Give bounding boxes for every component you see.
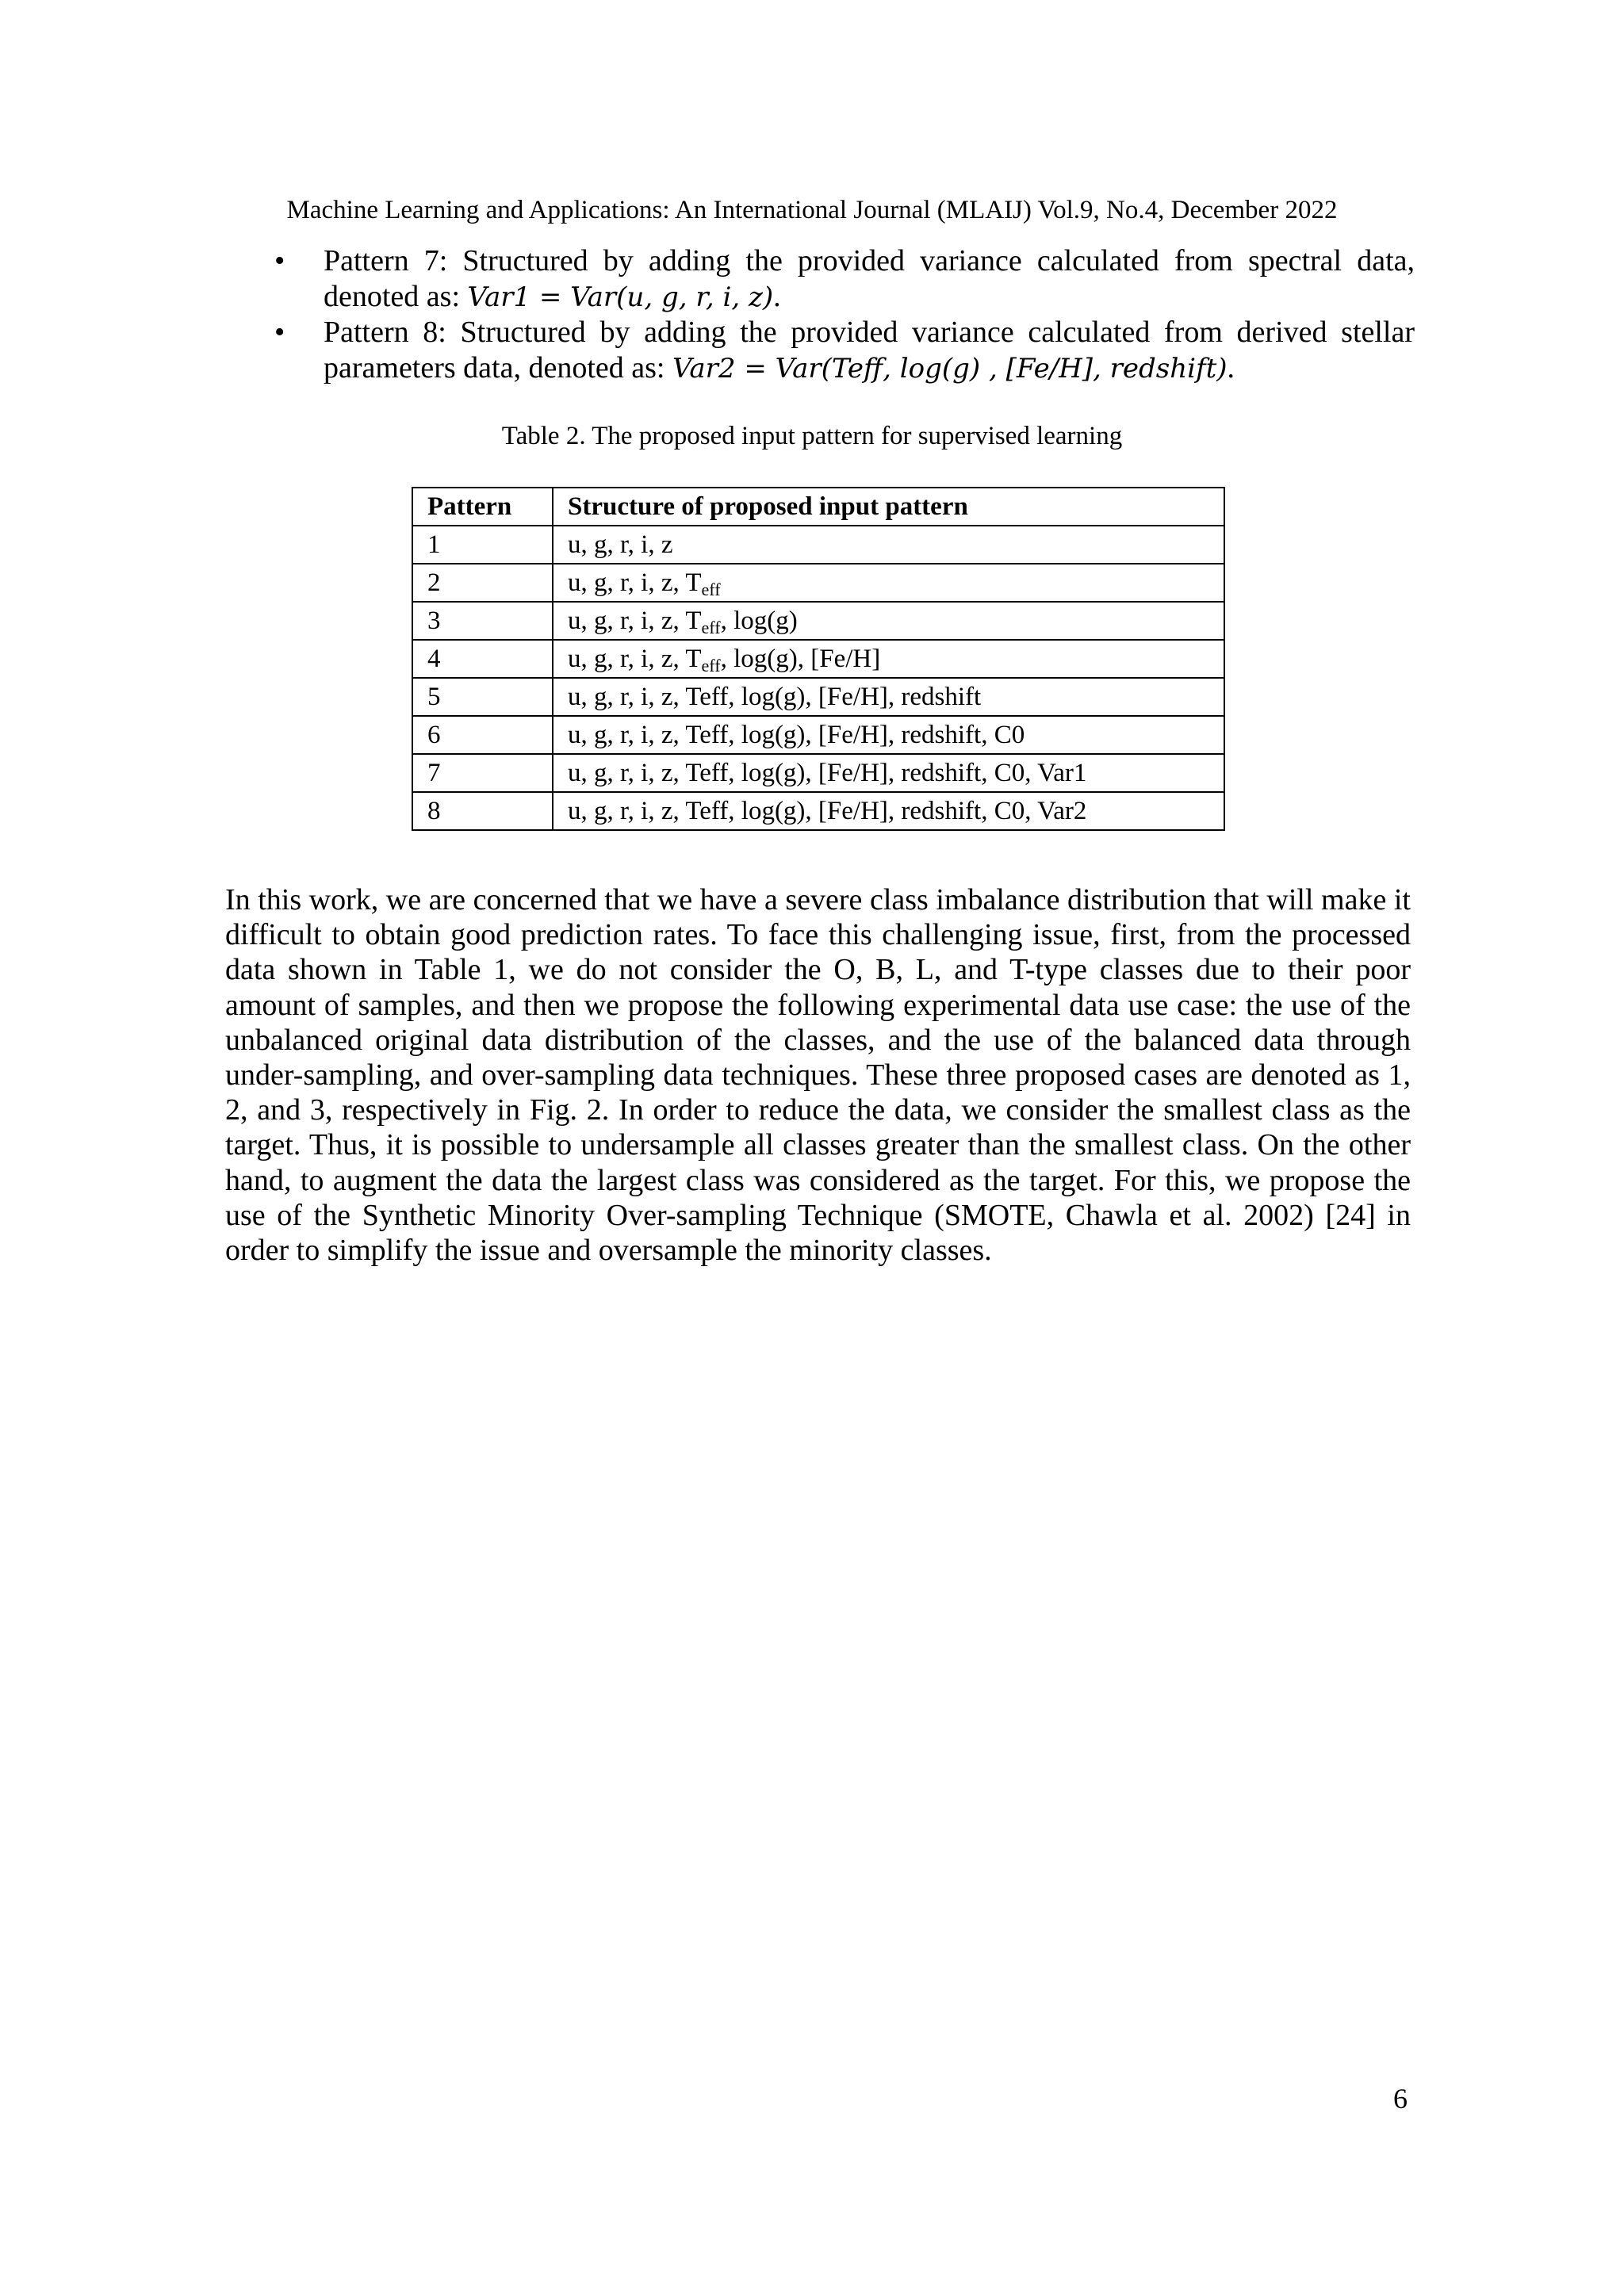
table-row: [412, 602, 1224, 640]
bullet-symbol: •: [274, 244, 285, 277]
formula: Var1 = Var(u, g, r, i, z): [467, 281, 774, 313]
structure-cell: [553, 754, 1224, 792]
structure-tail: , log(g): [720, 607, 798, 635]
structure-cell: [553, 640, 1224, 678]
pattern-table: [412, 487, 1225, 831]
structure-text: u, g, r, i, z, T: [568, 645, 702, 673]
structure-cell: [553, 716, 1224, 754]
structure-cell: [553, 792, 1224, 830]
table-caption: Table 2. The proposed input pattern for supervised learning: [501, 422, 1123, 450]
formula: Var2 = Var(Teff, log(g) , [Fe/H], redshift): [672, 352, 1228, 385]
bullet-text: Pattern 7: Structured by adding the provided variance calculated from spectral data, denoted as:: [324, 244, 1415, 313]
subscript: eff: [701, 656, 721, 675]
pattern-cell: 2: [412, 564, 553, 602]
structure-text: u, g, r, i, z, Teff, log(g), [Fe/H], redshift, C0, Var2: [568, 797, 1087, 825]
bullet-item-pattern-7: [225, 243, 1415, 315]
structure-text: u, g, r, i, z, T: [568, 568, 702, 597]
bullet-text-end: .: [1227, 350, 1235, 385]
structure-text: u, g, r, i, z, T: [568, 607, 702, 635]
structure-text: u, g, r, i, z, Teff, log(g), [Fe/H], redshift: [568, 683, 982, 711]
column-header-pattern: Pattern: [412, 488, 553, 526]
table-row: [412, 678, 1224, 716]
running-header: Machine Learning and Applications: An International Journal (MLAIJ) Vol.9, No.4, December 2022: [286, 196, 1338, 224]
body-paragraph: In this work, we are concerned that we have a severe class imbalance distribution that will make it difficult to obtain good prediction rates. To face this challenging issue, first, from the processed data shown in Table 1, we do not consider the O, B, L, and T-type classes due to their poor amount of samples, and then we propose the following experimental data use case: the use of the unbalanced original data distribution of the classes, and the use of the balanced data through under-sampling, and over-sampling data techniques. These three proposed cases are denoted as 1, 2, and 3, respectively in Fig. 2. In order to reduce the data, we consider the smallest class as the target. Thus, it is possible to undersample all classes greater than the smallest class. On the other hand, to augment the data the largest class was considered as the target. For this, we propose the use of the Synthetic Minority Over-sampling Technique (SMOTE, Chawla et al. 2002) [24] in order to simplify the issue and oversample the minority classes.: [225, 883, 1411, 1268]
bullet-symbol: •: [274, 316, 285, 349]
structure-cell: [553, 564, 1224, 602]
subscript: eff: [701, 580, 721, 599]
pattern-cell: 5: [412, 678, 553, 716]
pattern-cell: 4: [412, 640, 553, 678]
table-row: [412, 754, 1224, 792]
pattern-cell: 8: [412, 792, 553, 830]
structure-cell: [553, 602, 1224, 640]
subscript: eff: [701, 618, 721, 637]
pattern-cell: 1: [412, 526, 553, 564]
table-row: [412, 640, 1224, 678]
bullet-list: [225, 243, 1415, 386]
structure-text: u, g, r, i, z: [568, 530, 673, 559]
structure-tail: , log(g), [Fe/H]: [720, 645, 881, 673]
pattern-cell: 3: [412, 602, 553, 640]
table-row: [412, 526, 1224, 564]
pattern-cell: 6: [412, 716, 553, 754]
pattern-cell: 7: [412, 754, 553, 792]
page-number: 6: [1393, 2083, 1408, 2114]
bullet-text: Pattern 8: Structured by adding the provided variance calculated from derived stellar parameters data, denoted as:: [324, 316, 1415, 385]
bullet-item-pattern-8: [225, 315, 1415, 386]
table-row: [412, 792, 1224, 830]
bullet-text-end: .: [773, 279, 781, 313]
structure-cell: [553, 678, 1224, 716]
table-row: [412, 564, 1224, 602]
structure-cell: [553, 526, 1224, 564]
structure-text: u, g, r, i, z, Teff, log(g), [Fe/H], redshift, C0: [568, 721, 1025, 749]
table-header-row: [412, 488, 1224, 526]
column-header-structure: Structure of proposed input pattern: [553, 488, 1224, 526]
table-row: [412, 716, 1224, 754]
structure-text: u, g, r, i, z, Teff, log(g), [Fe/H], redshift, C0, Var1: [568, 759, 1087, 787]
